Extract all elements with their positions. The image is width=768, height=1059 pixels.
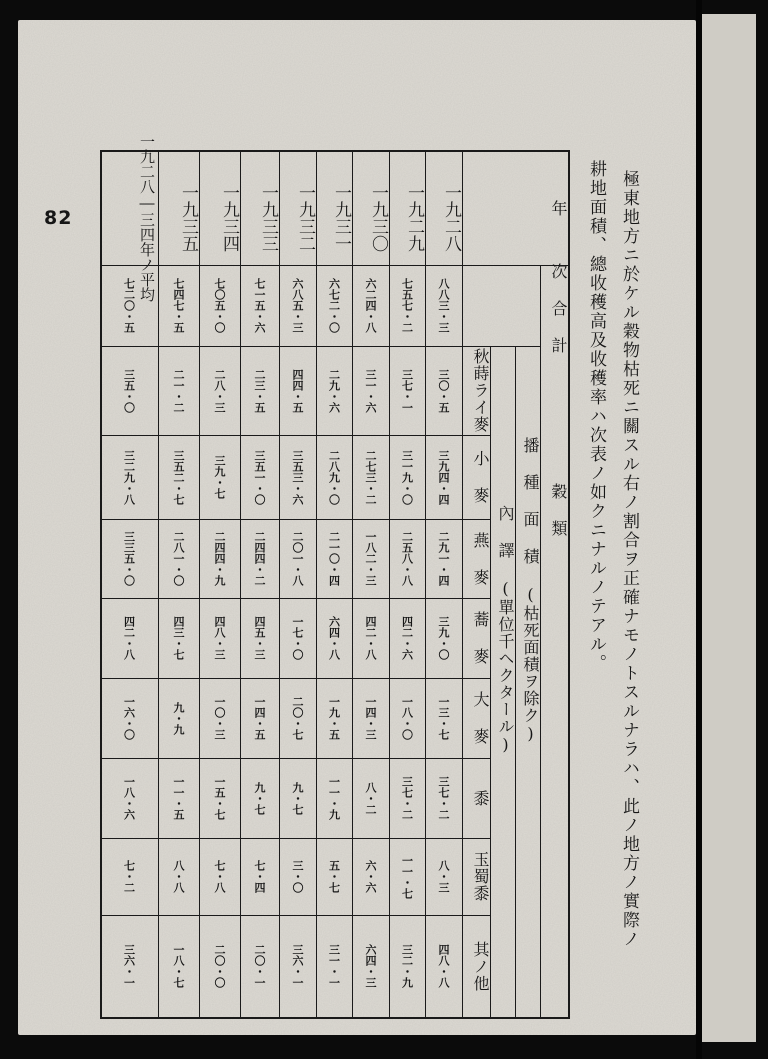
cell-value: 三五二・七 xyxy=(172,449,185,505)
cell-value: 二九・六 xyxy=(327,368,341,413)
table-cell xyxy=(158,758,199,838)
cell-value: 四二・八 xyxy=(122,616,136,660)
cell-value: 四二・八 xyxy=(364,616,377,660)
table-cell xyxy=(199,598,240,678)
crop-header xyxy=(462,350,490,431)
cell-value: 一八・七 xyxy=(172,944,185,988)
table-cell xyxy=(389,838,425,915)
year-label: 一九二八―三四年ノ平均 xyxy=(138,133,156,302)
table-cell xyxy=(100,838,158,915)
year-label: 一九二八 xyxy=(441,183,461,252)
table-cell xyxy=(389,346,425,435)
table-cell xyxy=(279,435,316,519)
crop-header xyxy=(462,439,490,515)
table-cell xyxy=(279,598,316,678)
year-cell xyxy=(279,150,316,275)
table-cell xyxy=(389,758,425,838)
year-label: 一九三四 xyxy=(219,183,239,252)
total-cell xyxy=(240,265,279,346)
table-cell xyxy=(158,678,199,758)
table-cell xyxy=(352,838,389,915)
cell-value: 一四・三 xyxy=(364,696,377,740)
table-cell xyxy=(316,678,352,758)
table-cell xyxy=(279,346,316,435)
cell-value: 三七・二 xyxy=(400,776,414,820)
table-border-bottom xyxy=(100,1017,568,1019)
table-cell xyxy=(199,519,240,598)
total-value: 七四七・五 xyxy=(172,278,185,333)
table-cell xyxy=(316,435,352,519)
year-cell xyxy=(100,133,158,302)
cell-value: 三二九・八 xyxy=(122,449,136,505)
year-label: 一九三〇 xyxy=(368,183,388,252)
cell-value: 三九・七 xyxy=(213,455,226,499)
cell-value: 一六・〇 xyxy=(122,696,136,740)
table-cell xyxy=(199,346,240,435)
table-cell xyxy=(279,758,316,838)
table-cell xyxy=(100,758,158,838)
cell-value: 九・七 xyxy=(253,781,266,815)
year-label: 一九二九 xyxy=(404,183,424,252)
total-value: 七二〇・五 xyxy=(122,278,136,333)
intro-line-2: 耕地面積、總收穫高及收穫率ハ次表ノ如クニナルノテアル。 xyxy=(586,160,606,673)
table-cell xyxy=(199,435,240,519)
cell-value: 三六・一 xyxy=(291,944,304,988)
total-cell xyxy=(425,265,462,346)
cell-value: 一四・五 xyxy=(253,696,266,740)
cell-value: 三七・二 xyxy=(437,776,450,820)
table-cell xyxy=(425,915,462,1017)
table-cell xyxy=(199,678,240,758)
header-breakdown-text: 內 譯 (單位千ヘクタール) xyxy=(496,505,515,755)
cell-value: 三〇・五 xyxy=(437,368,450,413)
cell-value: 九・九 xyxy=(172,701,185,735)
cell-value: 二四四・二 xyxy=(253,531,266,586)
table-cell xyxy=(316,915,352,1017)
cell-value: 一七・〇 xyxy=(291,616,304,660)
table-cell xyxy=(100,915,158,1017)
table-cell xyxy=(389,678,425,758)
table-cell xyxy=(240,915,279,1017)
crop-header xyxy=(462,919,490,1013)
year-label: 一九三二 xyxy=(295,183,315,252)
table-cell xyxy=(425,519,462,598)
cell-value: 三三五・〇 xyxy=(122,531,136,586)
cell-value: 五・七 xyxy=(327,860,341,893)
cell-value: 九・七 xyxy=(291,781,304,815)
table-cell xyxy=(240,678,279,758)
cell-value: 三二・九 xyxy=(400,944,414,988)
year-cell xyxy=(199,150,240,275)
cell-value: 二四四・九 xyxy=(213,531,226,586)
header-kind xyxy=(540,360,568,660)
year-label: 一九三三 xyxy=(258,183,278,252)
table-cell xyxy=(199,838,240,915)
cell-value: 六四・三 xyxy=(364,944,377,988)
cell-value: 三一九・〇 xyxy=(400,449,414,505)
table-cell xyxy=(316,519,352,598)
cell-value: 一一・九 xyxy=(327,776,341,820)
total-value: 七一五・六 xyxy=(253,278,266,333)
cell-value: 七・二 xyxy=(122,860,136,893)
total-cell xyxy=(352,265,389,346)
year-label: 一九三五 xyxy=(178,183,198,252)
cell-value: 一八・〇 xyxy=(400,696,414,740)
crop-header-text: 秋蒔ライ麥 xyxy=(471,348,490,433)
intro-line-1: 極東地方ニ於ケル穀物枯死ニ關スル右ノ割合ヲ正確ナモノトスルナラハ、此ノ地方ノ實際ノ xyxy=(619,170,639,949)
cell-value: 一〇・三 xyxy=(213,696,226,740)
year-cell xyxy=(240,150,279,275)
table-cell xyxy=(158,838,199,915)
cell-value: 二一〇・四 xyxy=(327,531,341,586)
header-area-text: 播 種 面 積 (枯死面積ヲ除ク) xyxy=(521,436,540,744)
cell-value: 二〇・七 xyxy=(291,696,304,740)
table-cell xyxy=(425,838,462,915)
table-cell xyxy=(316,598,352,678)
cell-value: 四八・三 xyxy=(213,616,226,660)
crop-header-text: 大 麥 xyxy=(471,691,490,745)
cell-value: 四八・八 xyxy=(437,944,450,988)
cell-value: 八・三 xyxy=(437,860,450,893)
header-total xyxy=(462,262,568,354)
crop-header-text: 燕 麥 xyxy=(471,531,490,586)
table-cell xyxy=(389,598,425,678)
table-cell xyxy=(100,598,158,678)
header-total-text: 次 合 計 xyxy=(549,262,568,354)
table-cell xyxy=(240,838,279,915)
table-cell xyxy=(240,598,279,678)
table-cell xyxy=(352,519,389,598)
cell-value: 四三・七 xyxy=(172,616,185,660)
table-cell xyxy=(279,519,316,598)
cell-value: 一一・七 xyxy=(400,854,414,899)
table-cell xyxy=(316,758,352,838)
cell-value: 二三・五 xyxy=(253,368,266,413)
table-cell xyxy=(240,758,279,838)
table-cell xyxy=(279,678,316,758)
table-cell xyxy=(352,758,389,838)
cell-value: 二〇・〇 xyxy=(213,944,226,988)
table-cell xyxy=(425,758,462,838)
table-cell xyxy=(316,838,352,915)
table-cell xyxy=(352,435,389,519)
cell-value: 四五・三 xyxy=(253,616,266,660)
cell-value: 三五一・〇 xyxy=(253,449,266,505)
total-value: 六八五・三 xyxy=(291,278,304,333)
year-cell xyxy=(158,150,199,275)
cell-value: 一九・五 xyxy=(327,696,341,740)
crop-header xyxy=(462,602,490,674)
cell-value: 三九・〇 xyxy=(437,616,450,660)
cell-value: 一三・七 xyxy=(437,696,450,740)
cell-value: 二九一・四 xyxy=(437,531,450,586)
cell-value: 二〇・一 xyxy=(253,944,266,988)
header-year xyxy=(462,158,568,258)
cell-value: 三・〇 xyxy=(291,860,304,893)
table-cell xyxy=(389,435,425,519)
crop-header-text: 玉蜀黍 xyxy=(471,851,490,902)
table-cell xyxy=(352,915,389,1017)
table-cell xyxy=(158,519,199,598)
table-cell xyxy=(316,346,352,435)
table-cell xyxy=(240,435,279,519)
cell-value: 三五三・六 xyxy=(291,449,304,505)
crop-header-text: 黍 xyxy=(471,789,490,807)
table-cell xyxy=(352,346,389,435)
cell-value: 二七三・二 xyxy=(364,449,377,505)
total-cell xyxy=(100,265,158,346)
table-cell xyxy=(389,519,425,598)
table-cell xyxy=(100,435,158,519)
table-cell xyxy=(158,915,199,1017)
total-value: 七五七・二 xyxy=(400,278,414,333)
table-cell xyxy=(279,915,316,1017)
table-cell xyxy=(425,598,462,678)
total-value: 六二四・八 xyxy=(364,278,377,333)
crop-header xyxy=(462,762,490,834)
cell-value: 三五・〇 xyxy=(122,368,136,413)
cell-value: 六四・八 xyxy=(327,616,341,660)
table-cell xyxy=(425,346,462,435)
cell-value: 六・六 xyxy=(364,860,377,893)
adjacent-page-edge xyxy=(702,14,756,1042)
crop-header xyxy=(462,523,490,594)
year-label: 一九三一 xyxy=(331,183,351,252)
table-cell xyxy=(352,598,389,678)
table-cell xyxy=(158,346,199,435)
table-cell xyxy=(240,346,279,435)
crop-header-text: 小 麥 xyxy=(471,450,490,504)
header-kind-text: 穀 類 xyxy=(549,483,568,537)
table-cell xyxy=(279,838,316,915)
cell-value: 三七・一 xyxy=(400,368,414,413)
table-cell xyxy=(240,519,279,598)
table-cell xyxy=(100,519,158,598)
cell-value: 八・八 xyxy=(172,860,185,893)
cell-value: 二八一・〇 xyxy=(172,531,185,586)
total-cell xyxy=(158,265,199,346)
table-cell xyxy=(158,435,199,519)
table-cell xyxy=(199,915,240,1017)
cell-value: 三九四・四 xyxy=(437,449,450,505)
cell-value: 二一・二 xyxy=(172,368,185,413)
page-number: 82 xyxy=(44,207,73,229)
table-cell xyxy=(158,598,199,678)
table-cell xyxy=(100,678,158,758)
cell-value: 一八二・三 xyxy=(364,531,377,586)
total-value: 七〇五・〇 xyxy=(213,278,226,333)
year-cell xyxy=(352,150,389,275)
crop-header-text: 其ノ他 xyxy=(471,940,490,992)
total-value: 六七二・〇 xyxy=(327,278,341,333)
cell-value: 一一・五 xyxy=(172,776,185,820)
table-cell xyxy=(199,758,240,838)
cell-value: 二八・三 xyxy=(213,368,226,413)
table-cell xyxy=(425,678,462,758)
table-cell xyxy=(389,915,425,1017)
total-cell xyxy=(279,265,316,346)
cell-value: 七・四 xyxy=(253,860,266,893)
year-cell xyxy=(316,150,352,275)
header-year-text: 年 xyxy=(549,199,568,217)
total-value: 八八三・三 xyxy=(437,278,450,333)
cell-value: 七・八 xyxy=(213,860,226,893)
cell-value: 一八・六 xyxy=(122,776,136,820)
cell-value: 一五・七 xyxy=(213,776,226,820)
header-breakdown xyxy=(490,450,515,810)
cell-value: 八・二 xyxy=(364,781,377,815)
total-cell xyxy=(316,265,352,346)
cell-value: 三一・一 xyxy=(327,944,341,988)
cell-value: 二五八・八 xyxy=(400,531,414,586)
cell-value: 三六・一 xyxy=(122,944,136,988)
cell-value: 四二・六 xyxy=(400,616,414,660)
crop-header xyxy=(462,842,490,911)
cell-value: 二〇一・八 xyxy=(291,531,304,586)
crop-header xyxy=(462,682,490,754)
total-cell xyxy=(389,265,425,346)
table-cell xyxy=(100,346,158,435)
table-cell xyxy=(425,435,462,519)
table-border-right xyxy=(568,150,570,1019)
total-cell xyxy=(199,265,240,346)
crop-header-text: 蕎 麥 xyxy=(471,611,490,665)
table-cell xyxy=(352,678,389,758)
year-cell xyxy=(389,150,425,275)
year-cell xyxy=(425,150,462,275)
header-area xyxy=(515,360,540,820)
cell-value: 四四・五 xyxy=(291,368,304,413)
cell-value: 三一・六 xyxy=(364,368,377,413)
cell-value: 二八九・〇 xyxy=(327,449,341,505)
